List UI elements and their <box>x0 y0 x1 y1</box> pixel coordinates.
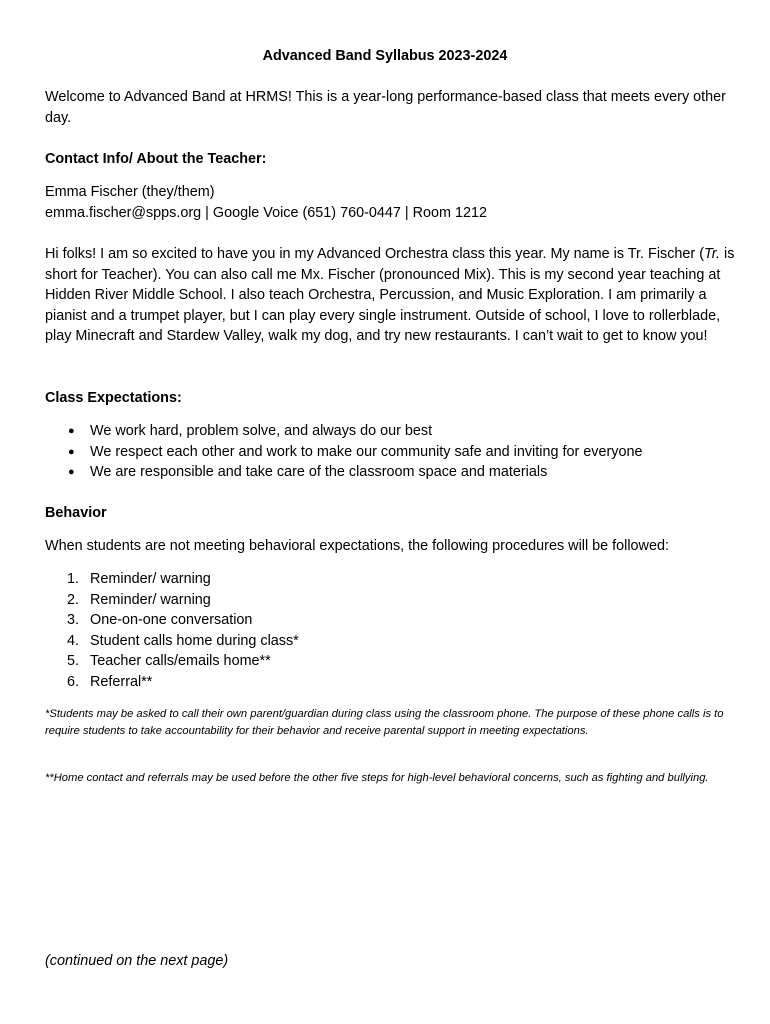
list-item <box>45 462 735 483</box>
about-text-part2: is short for Teacher). You can also call me Mx. Fischer (pronounced Mix). This is my second year teaching at Hidden River Middle School. I also teach Orchestra, Percussion, and Music Exploration. I am primarily a pianist and a trumpet player, but I can play every single instrument. Outside of school, I love to rollerblade, play Minecraft and Stardew Valley, walk my dog, and try new restaurants. I can’t wait to get to know you! <box>45 246 735 344</box>
step-number: 5. <box>67 653 80 669</box>
step-number: 1. <box>67 571 80 587</box>
list-item <box>45 631 735 652</box>
teacher-contact-details: emma.fischer@spps.org | Google Voice (651) 760-0447 | Room 1212 <box>45 204 488 221</box>
intro-text: Welcome to Advanced Band at HRMS! This is a year-long performance-based class that meets every other day. <box>45 89 726 126</box>
continued-note: (continued on the next page) <box>45 953 229 969</box>
expectation-text: We respect each other and work to make our community safe and inviting for everyone <box>90 443 643 460</box>
about-text-part1: Hi folks! I am so excited to have you in my Advanced Orchestra class this year. My name is Tr. Fischer ( <box>45 246 705 262</box>
behavior-intro-text: When students are not meeting behavioral expectations, the following procedures will be followed: <box>45 538 669 554</box>
step-text: Teacher calls/emails home** <box>90 653 271 669</box>
step-text: One-on-one conversation <box>90 612 253 628</box>
footnote-phone-calls <box>45 706 725 740</box>
step-number: 4. <box>67 632 80 649</box>
list-item <box>45 672 735 693</box>
contact-heading: Contact Info/ About the Teacher: <box>45 151 267 167</box>
list-item <box>45 569 735 590</box>
list-item <box>45 610 735 631</box>
footnote-text: **Home contact and referrals may be used before the other five steps for high-level behavioral concerns, such as fighting and bullying. <box>45 772 709 784</box>
step-text: Reminder/ warning <box>90 571 211 587</box>
about-paragraph <box>45 244 735 347</box>
list-item <box>45 442 735 463</box>
step-number: 2. <box>67 591 80 608</box>
step-text: Referral** <box>90 673 153 690</box>
behavior-intro <box>45 536 735 557</box>
behavior-heading: Behavior <box>45 505 107 521</box>
about-text-tr: Tr. <box>704 246 721 262</box>
step-number: 6. <box>67 673 80 690</box>
contact-info <box>45 182 735 223</box>
list-item <box>45 651 735 672</box>
step-text: Student calls home during class* <box>90 632 299 649</box>
bullet-icon: ● <box>68 466 75 478</box>
footnote-text: *Students may be asked to call their own parent/guardian during class using the classroom phone. The purpose of these phone calls is to require students to take accountability for their behavior and receive parental support in meeting expectations. <box>45 708 724 737</box>
expectations-list-container <box>45 421 735 483</box>
list-item <box>45 421 735 442</box>
expectations-heading: Class Expectations: <box>45 390 182 406</box>
document-title: Advanced Band Syllabus 2023-2024 <box>262 48 508 64</box>
expectations-list <box>45 421 735 483</box>
behavior-steps-container <box>45 569 735 692</box>
about-text <box>45 244 735 347</box>
behavior-steps-list <box>45 569 735 692</box>
footnote-home-contact <box>45 770 725 787</box>
bullet-icon: ● <box>68 445 75 458</box>
teacher-name: Emma Fischer (they/them) <box>45 184 215 200</box>
expectation-text: We work hard, problem solve, and always do our best <box>90 423 433 439</box>
intro-paragraph <box>45 87 735 128</box>
bullet-icon: ● <box>68 425 75 437</box>
expectation-text: We are responsible and take care of the classroom space and materials <box>90 464 548 480</box>
step-number: 3. <box>67 612 80 628</box>
list-item <box>45 590 735 611</box>
step-text: Reminder/ warning <box>90 591 211 608</box>
